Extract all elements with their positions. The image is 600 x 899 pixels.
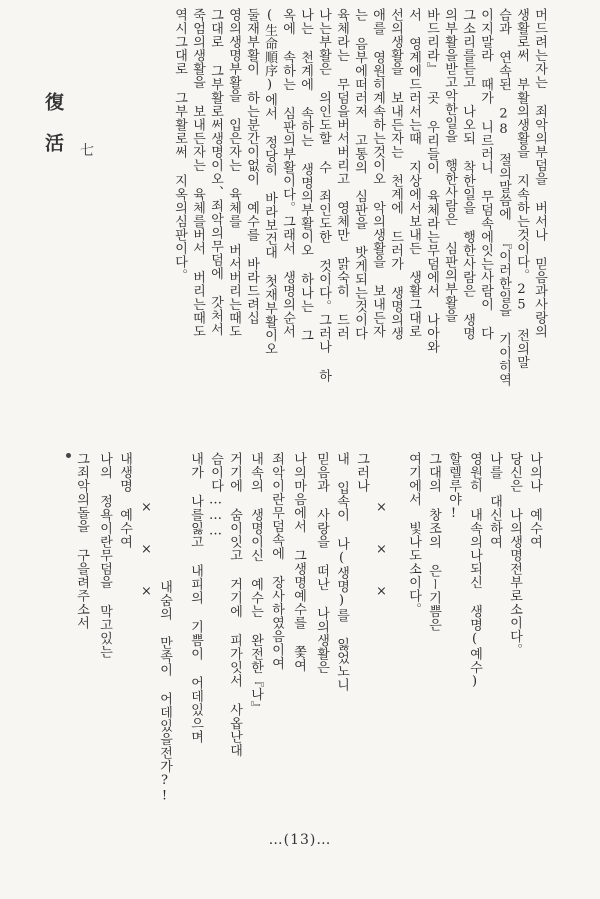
poem-line: 나의나 예수여 [527, 452, 542, 549]
prose-column: 역시그대로 그부활로써 지옥의심판이다。 [172, 8, 187, 282]
poem-line: 믿음과 사랑을 떠난 나의생활은 [314, 452, 329, 674]
prose-column: 바드리라』 곳 우리들이 육체라는무덤에서 나아와 [424, 8, 439, 354]
poem-line: 그죄악의돌을 구을려주소서 [74, 452, 89, 630]
page-number: …(13)… [268, 832, 332, 848]
poem-line: 거기에 숨이잇고 거기에 피가잇서 사옵난대 [227, 452, 242, 757]
prose-column: 나는 천계에 속하는 생명의부활이오 하나는 그 [298, 8, 313, 342]
poem-line: 내속의 생명이신 예수는 완전한『나』 [248, 452, 263, 715]
poem-line: 내숨의 만족이 어데있을전가?! [157, 580, 172, 804]
prose-column: 그소리를듣고 나오되 착한일을 행한사람은 생명 [460, 8, 475, 340]
poem-line: 내생명 예수여 [117, 452, 132, 549]
prose-column: 서 영계에드러서는때 지상에서보내든 생활그대로 [406, 8, 421, 338]
poem-line: 영원히 내속의나되신 생명(예수) [467, 452, 482, 690]
poem-line: 할렐루야! [446, 452, 461, 522]
poem-line: 나의마음에서 그생명예수를 쫓여 [291, 452, 306, 672]
prose-column: (生命順序)에서 정당히 바라보건대 첫재부활이오 [262, 8, 277, 356]
prose-column: 죽엄의생활을 보내든자는 육체를버서 버리는때도 [190, 8, 205, 338]
prose-column: 육체라는 무덤을버서버리고 영체만 맑숙히 드러 [334, 8, 349, 340]
poem-line: 그러나 [354, 452, 369, 493]
prose-column: 둘재부활이 하는분간이없이 예수를 바라드려십 [244, 8, 259, 325]
prose-column: 슴과 연속된 28 절의말씀에 『이러한일을 기이히역 [496, 8, 511, 387]
ink-dot [66, 453, 71, 458]
prose-column: 영의생명부활을 입은자는 육체를 버서버리는때도 [226, 8, 241, 338]
prose-column: 옥에 속하는 심판의부활이다。그래서 생명의순서 [280, 8, 295, 338]
prose-column: 이지말라 때가 니르러니 무덤속에잇는사람이 다 [478, 8, 493, 340]
prose-column: 선의생활을 보내든자는 천계에 드러가 생명의생 [388, 8, 403, 340]
poem-line: 그대의 창조의 은ー기쁨은 [426, 452, 441, 632]
prose-column: 그대로 그부활로써생명이오、죄악의무덤에 갓처서 [208, 8, 223, 336]
prose-column: 애를 영원히계속하는것이오 악의생활을 보내든자 [370, 8, 385, 338]
section-heading: 復活 [42, 92, 64, 174]
poem-line: 나의 정욕이란무덤을 막고있는 [97, 452, 112, 659]
poem-line: 슴이다……… [208, 452, 223, 539]
poem-line: 죄악이란무덤속에 장사하였음이여 [269, 452, 284, 670]
poem-line: 나를 대신하여 [487, 452, 502, 549]
prose-column: 나는부활은 의인도할 수 죄인도한 것이다。그러나 하 [316, 8, 331, 383]
prose-column: 머드려는자는 죄악의부덤을 버서나 믿음과사랑의 [532, 8, 547, 338]
poem-separator: × × × [139, 500, 154, 605]
prose-column: 의부활을받고악한일을 행한사람은 심판의부활을 [442, 8, 457, 323]
prose-column: 는 음부에떠러저 고통의 심판을 밧게되는것이다 [352, 8, 367, 340]
poem-separator: × × × [374, 500, 389, 605]
prose-column: 생활로써 부활의생활을 지속하는것이다。25 전의말 [514, 8, 529, 369]
section-number: 七 [80, 143, 94, 159]
poem-line: 내가 나를잃고 내피의 기쁨이 어데있으며 [188, 452, 203, 744]
poem-line: 당신은 나의생명전부로소이다。 [507, 452, 522, 657]
poem-line: 여기에서 빛나도소이다。 [406, 452, 421, 616]
poem-line: 내 입속이 나(생명)를 잃었노니 [334, 452, 349, 692]
